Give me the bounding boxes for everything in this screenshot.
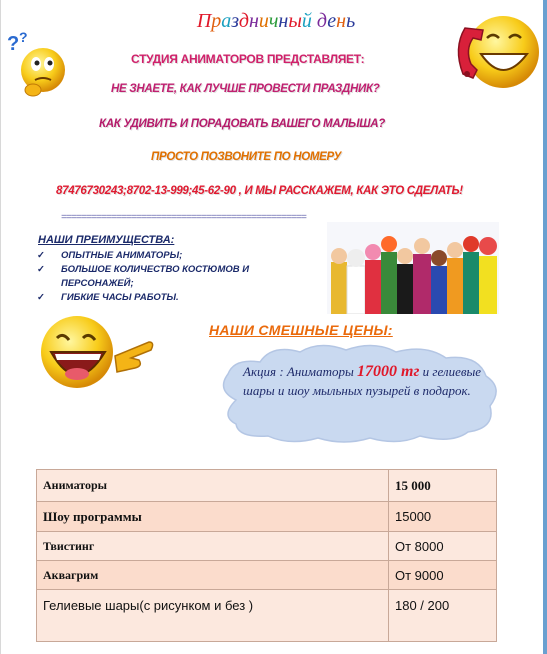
phone-emoji-icon [451,8,543,96]
title-letter: е [327,10,337,32]
promo-amount: 17000 тг [357,363,420,380]
table-row [37,532,497,561]
service-price: 180 / 200 [389,590,497,642]
advantages-list [37,249,287,305]
title-letter: д [316,10,328,32]
table-row [37,502,497,532]
title-letter: д [238,10,249,32]
title-letter: а [221,10,232,32]
title-letter: н [248,10,259,32]
service-name: Аниматоры [37,470,389,502]
prices-title: НАШИ СМЕШНЫЕ ЦЕНЫ: [209,322,393,338]
title-letter: ь [346,10,356,32]
studio-intro-line: СТУДИЯ АНИМАТОРОВ ПРЕДСТАВЛЯЕТ: [131,52,365,66]
list-item [37,263,287,291]
animators-photo [327,222,499,314]
title-letter: н [336,10,347,32]
svg-text:?: ? [19,29,28,45]
title-letter: з [231,10,239,32]
question-line-1: НЕ ЗНАЕТЕ, КАК ЛУЧШЕ ПРОВЕСТИ ПРАЗДНИК? [111,83,380,95]
service-name: Шоу программы [37,502,389,532]
title-letter: й [301,10,312,32]
title-letter: ч [268,10,279,32]
divider: ================================================= [61,213,307,224]
promo-text [243,362,493,400]
promo-prefix: Акция : Аниматоры [243,364,358,379]
service-name: Аквагрим [37,561,389,590]
advantage-text: ОПЫТНЫЕ АНИМАТОРЫ; [61,250,183,261]
page-title [151,10,401,33]
thinking-emoji-icon [5,28,67,104]
checkmark-icon: ✓ [37,292,45,303]
service-price: От 9000 [389,561,497,590]
question-line-2: КАК УДИВИТЬ И ПОРАДОВАТЬ ВАШЕГО МАЛЫША? [99,118,385,130]
svg-text:?: ? [7,33,20,55]
laughing-emoji-icon [31,312,155,394]
title-letter: ы [288,10,302,32]
service-name: Твистинг [37,532,389,561]
checkmark-icon: ✓ [37,250,45,261]
title-letter: р [211,10,222,32]
table-row [37,590,497,642]
list-item [37,249,287,263]
checkmark-icon: ✓ [37,264,45,275]
service-name: Гелиевые шары(с рисунком и без ) [37,590,389,642]
advantages-title: НАШИ ПРЕИМУЩЕСТВА: [38,234,175,246]
advantage-text: ГИБКИЕ ЧАСЫ РАБОТЫ. [61,292,179,303]
service-price: От 8000 [389,532,497,561]
title-letter: и [258,10,269,32]
service-price: 15 000 [389,470,497,502]
title-letter: н [278,10,289,32]
phone-numbers-line: 87476730243;8702-13-999;45-62-90 , И МЫ РАССКАЖЕМ, КАК ЭТО СДЕЛАТЬ! [56,185,463,197]
list-item [37,291,287,305]
advantage-text: БОЛЬШОЕ КОЛИЧЕСТВО КОСТЮМОВ И ПЕРСОНАЖЕЙ; [61,264,250,289]
call-line: ПРОСТО ПОЗВОНИТЕ ПО НОМЕРУ [151,151,341,163]
service-price: 15000 [389,502,497,532]
table-row [37,561,497,590]
title-letter: П [196,10,212,32]
price-table [36,469,497,642]
promo-suffix: и гелиевые шары и шоу мыльных пузырей в подарок. [243,364,482,398]
table-row [37,470,497,502]
